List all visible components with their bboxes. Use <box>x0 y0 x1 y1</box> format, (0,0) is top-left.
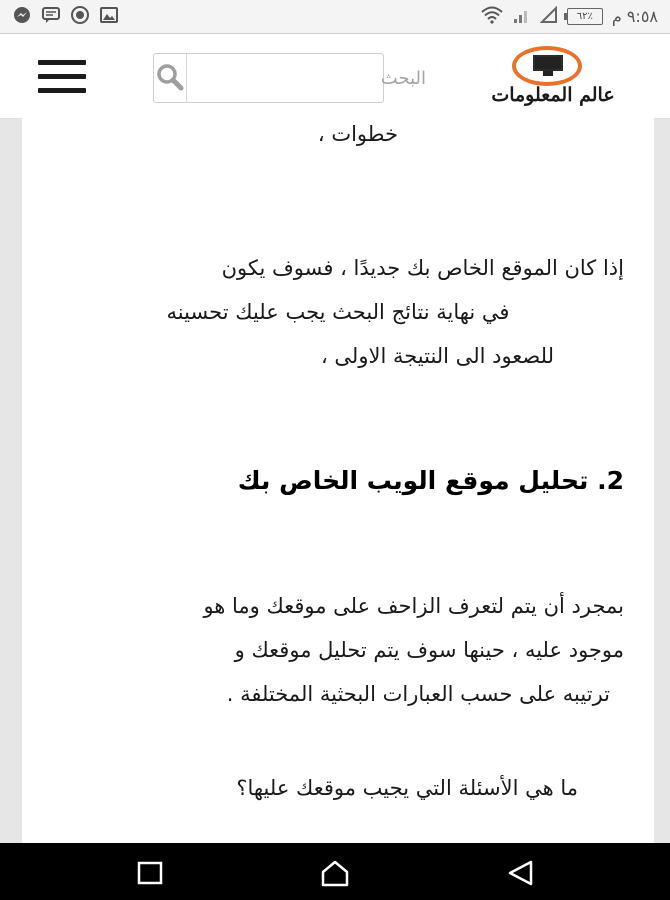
menu-icon-bar <box>38 60 86 65</box>
image-icon <box>99 5 119 29</box>
article-line: بمجرد أن يتم لتعرف الزاحف على موقعك وما هو <box>203 594 624 618</box>
article-line: ترتيبه على حسب العبارات البحثية المختلفة . <box>226 682 610 706</box>
search-input[interactable] <box>187 54 440 102</box>
search-button[interactable] <box>154 54 187 102</box>
message-icon <box>41 5 61 29</box>
recent-apps-icon <box>136 859 164 887</box>
article-line: إذا كان الموقع الخاص بك جديدًا ، فسوف يكون <box>221 256 624 280</box>
battery-level: ٦٢٪ <box>576 11 593 22</box>
home-button[interactable] <box>320 859 348 887</box>
logo-text: عالم المعلومات <box>491 84 615 106</box>
site-header <box>0 34 670 119</box>
article-line: للصعود الى النتيجة الاولى ، <box>320 344 554 368</box>
article-line: في نهاية نتائج البحث يجب عليك تحسينه <box>166 300 510 324</box>
article-line: خطوات ، <box>317 122 398 146</box>
back-button[interactable] <box>506 859 534 887</box>
article-line: موجود عليه ، حينها سوف يتم تحليل موقعك و <box>234 638 624 662</box>
status-bar <box>0 0 670 34</box>
menu-icon-bar <box>38 88 86 93</box>
menu-button[interactable] <box>38 60 86 96</box>
home-icon <box>320 859 350 887</box>
section-heading: 2. تحليل موقع الويب الخاص بك <box>237 466 624 495</box>
article-line: ما هي الأسئلة التي يجيب موقعك عليها؟ <box>236 776 578 800</box>
article-content <box>22 118 654 843</box>
computer-stand <box>543 71 553 76</box>
app-icon <box>70 5 90 29</box>
messenger-icon <box>12 5 32 29</box>
back-icon <box>506 859 534 887</box>
battery-icon <box>567 8 603 25</box>
recent-apps-button[interactable] <box>136 859 164 887</box>
system-icons <box>480 6 658 28</box>
navigation-bar <box>0 843 670 900</box>
clock: ٩:٥٨ م <box>611 7 658 26</box>
computer-icon <box>533 55 563 71</box>
wifi-icon <box>480 6 504 28</box>
signal-icon-2 <box>540 6 558 28</box>
site-logo[interactable] <box>478 42 628 114</box>
menu-icon-bar <box>38 74 86 79</box>
signal-icon <box>513 6 531 28</box>
search-box <box>153 53 384 103</box>
notification-icons <box>12 5 119 29</box>
search-icon <box>154 62 186 94</box>
